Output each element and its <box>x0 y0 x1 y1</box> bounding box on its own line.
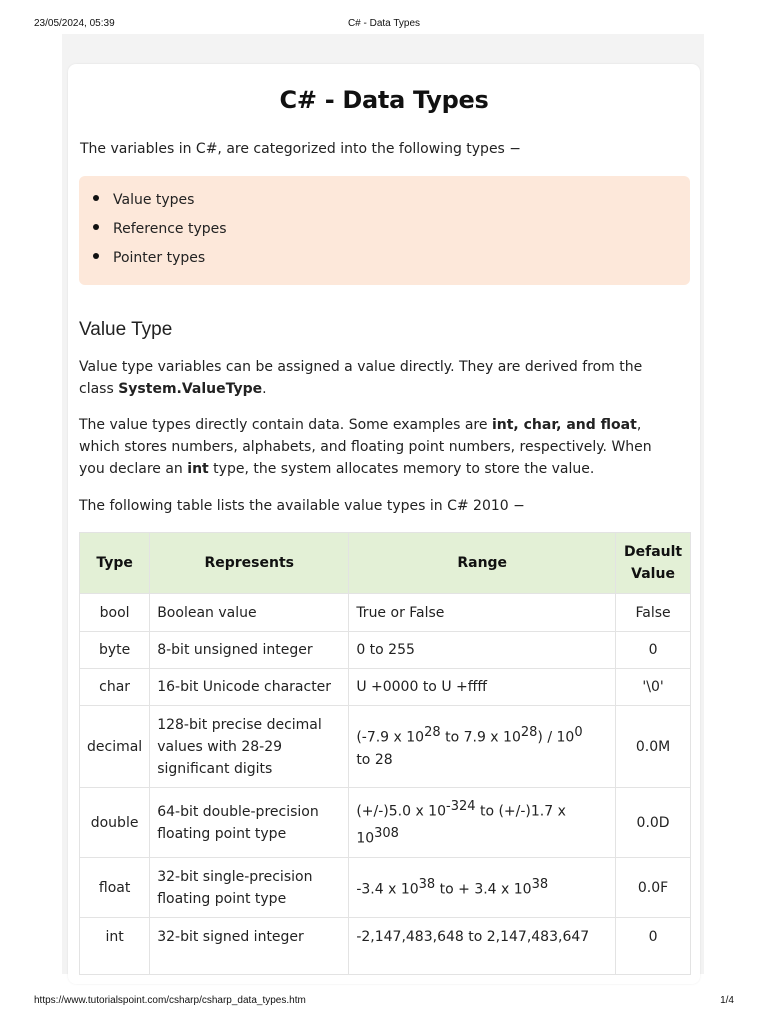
cell-type: char <box>80 669 150 706</box>
cell-default: '\0' <box>616 669 691 706</box>
list-item: Value types <box>93 192 194 208</box>
cell-range: -3.4 x $10^{38}$ to + 3.4 x $10^{38}$ <box>349 858 616 918</box>
cell-range: True or False <box>349 594 616 632</box>
bullet-icon <box>93 224 99 230</box>
table-row <box>80 706 691 788</box>
section-title: Value Type <box>79 319 173 340</box>
cell-represents: 32-bit single-precision floating point type <box>150 858 349 918</box>
header-type: Type <box>80 533 150 594</box>
list-item: Reference types <box>93 221 227 237</box>
type-list-box <box>79 176 690 285</box>
table-row <box>80 858 691 918</box>
table-header-row <box>80 533 691 594</box>
cell-default: False <box>616 594 691 632</box>
page-title: C# - Data Types <box>279 86 489 114</box>
header-represents: Represents <box>150 533 349 594</box>
header-default-value: Default Value <box>616 533 691 594</box>
cell-default: 0.0M <box>616 706 691 788</box>
cell-type: byte <box>80 632 150 669</box>
print-title: C# - Data Types <box>347 18 421 29</box>
cell-represents: 8-bit unsigned integer <box>150 632 349 669</box>
value-types-table <box>79 532 691 975</box>
cell-type: float <box>80 858 150 918</box>
print-page-number: 1/4 <box>720 995 734 1006</box>
cell-default: 0 <box>616 632 691 669</box>
cell-range: 0 to 255 <box>349 632 616 669</box>
cell-represents: Boolean value <box>150 594 349 632</box>
cell-range: (+/-)5.0 x $10^{-324}$ to (+/-)1.7 x $10^{308}$ <box>349 788 616 858</box>
intro-text: The variables in C#, are categorized into the following types − <box>80 141 522 157</box>
table-row <box>80 594 691 632</box>
cell-default: 0.0F <box>616 858 691 918</box>
paragraph-3: The following table lists the available value types in C# 2010 − <box>79 498 525 514</box>
cell-type: double <box>80 788 150 858</box>
print-url: https://www.tutorialspoint.com/csharp/csharp_data_types.htm <box>34 995 306 1006</box>
table-row <box>80 788 691 858</box>
print-footer <box>0 995 768 1009</box>
cell-type: bool <box>80 594 150 632</box>
cell-default: 0.0D <box>616 788 691 858</box>
cell-range: (-7.9 x $10^{28}$ to 7.9 x $10^{28}) / 10^0$ to 28 <box>349 706 616 788</box>
cell-type: decimal <box>80 706 150 788</box>
paragraph-2: The value types directly contain data. Some examples are int, char, and float, which stores numbers, alphabets, and floating point numbers, respectively. When you declare an int type, the system allocates memory to store the value. <box>79 417 652 477</box>
cell-represents: 32-bit signed integer <box>150 918 349 975</box>
table-row <box>80 669 691 706</box>
bullet-icon <box>93 195 99 201</box>
print-datetime: 23/05/2024, 05:39 <box>34 18 115 29</box>
cell-range: U +0000 to U +ffff <box>349 669 616 706</box>
table-row <box>80 632 691 669</box>
bullet-icon <box>93 253 99 259</box>
paragraph-1: Value type variables can be assigned a value directly. They are derived from the class System.ValueType. <box>79 359 643 397</box>
table-row <box>80 918 691 975</box>
cell-default: 0 <box>616 918 691 975</box>
header-range: Range <box>349 533 616 594</box>
cell-range: -2,147,483,648 to 2,147,483,647 <box>349 918 616 975</box>
cell-represents: 16-bit Unicode character <box>150 669 349 706</box>
list-item: Pointer types <box>93 250 205 266</box>
print-header <box>0 18 768 32</box>
cell-represents: 64-bit double-precision floating point type <box>150 788 349 858</box>
cell-represents: 128-bit precise decimal values with 28-29 significant digits <box>150 706 349 788</box>
cell-type: int <box>80 918 150 975</box>
